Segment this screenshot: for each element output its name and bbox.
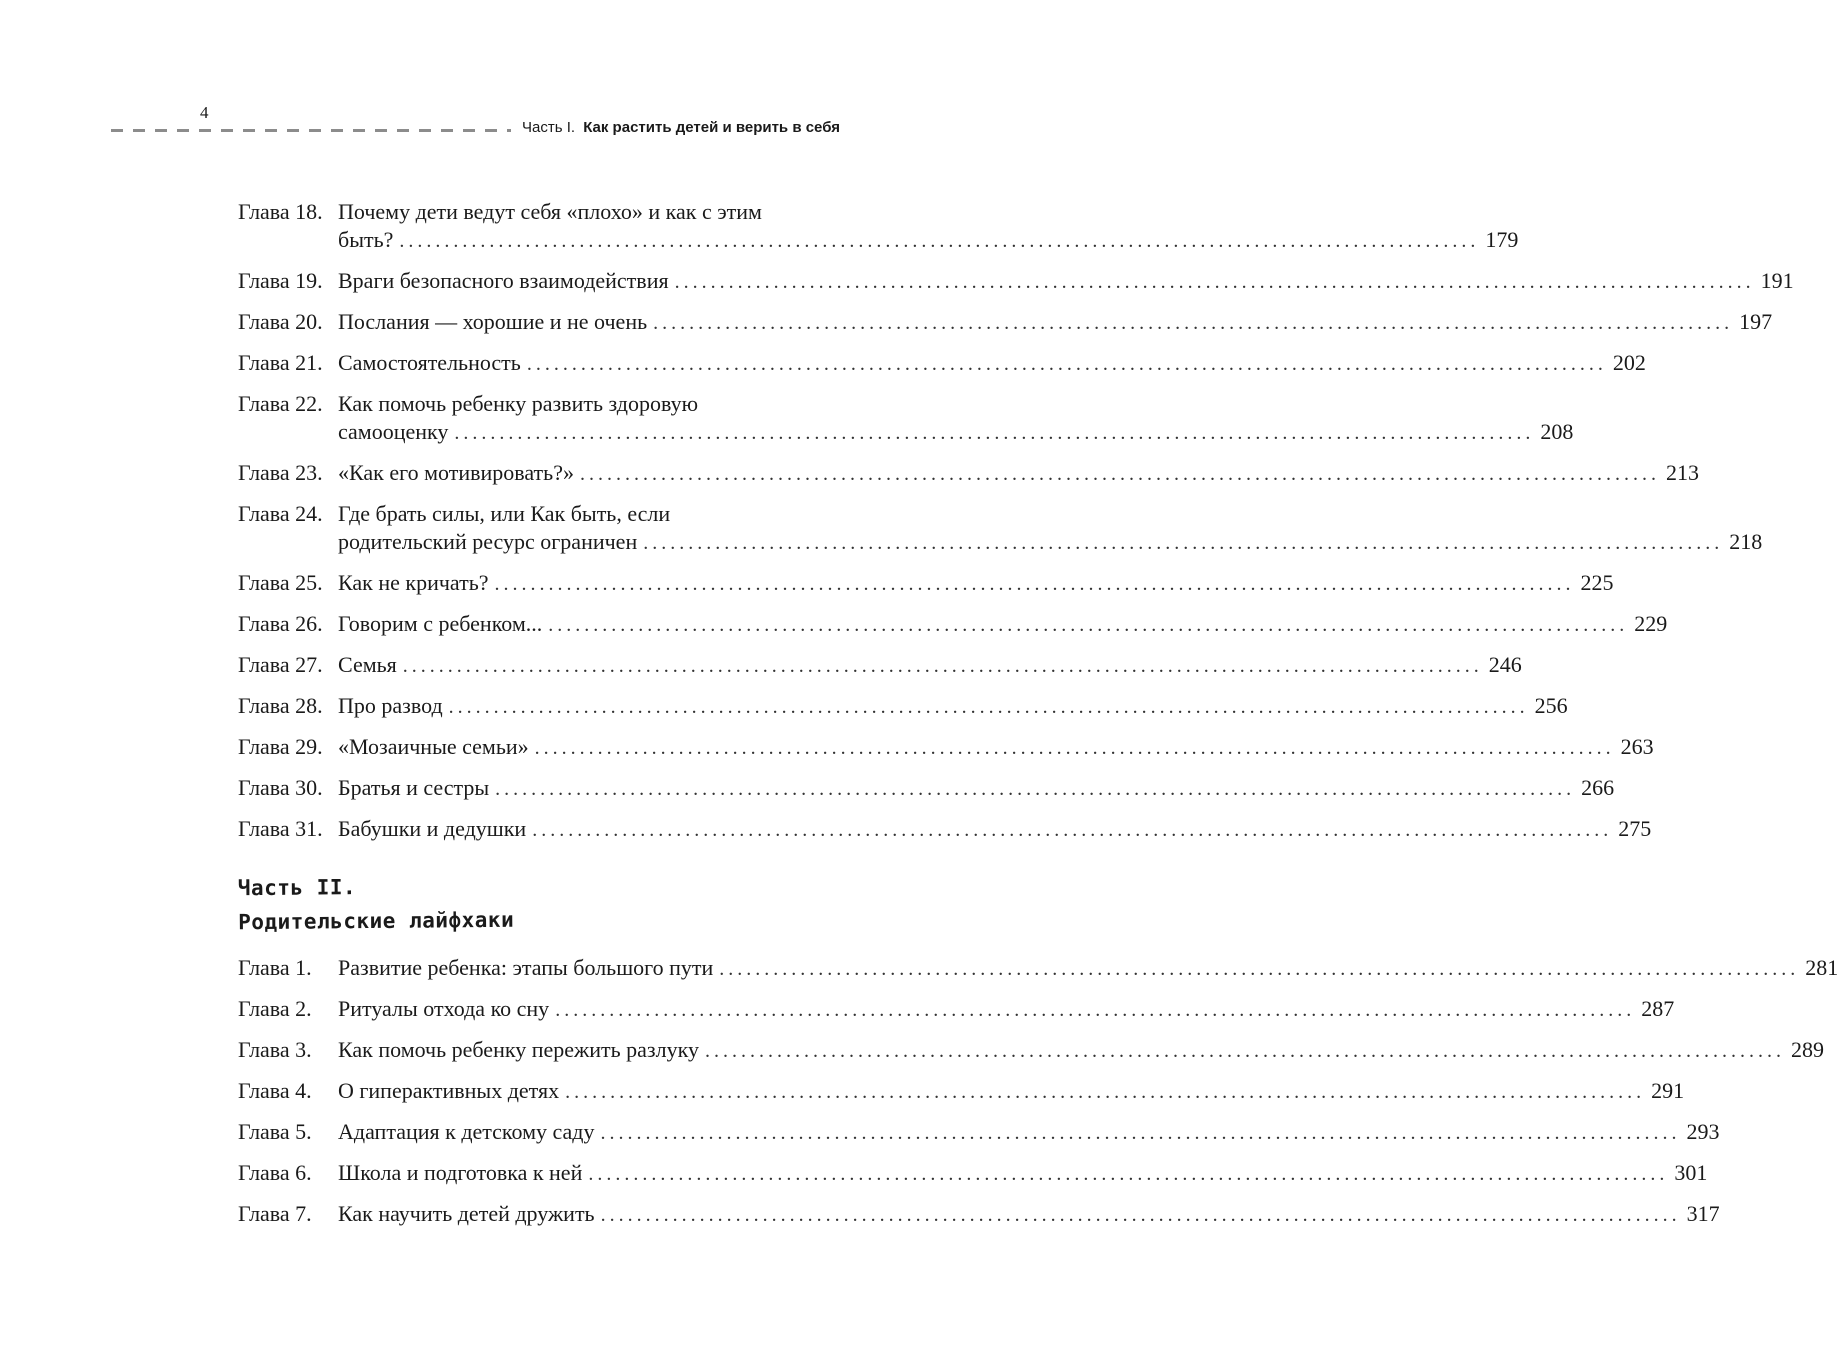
toc-entry-title: Как не кричать? xyxy=(338,570,489,595)
running-head-title: Как растить детей и верить в себя xyxy=(583,119,841,136)
toc-entry-title: Как научить детей дружить xyxy=(338,1201,595,1226)
dot-leader: ........................................................................................................................ xyxy=(565,1081,1646,1103)
toc-entry-title-line xyxy=(338,733,1654,762)
page-number: 4 xyxy=(200,103,209,122)
toc-entry-title-line xyxy=(338,1077,1685,1106)
toc-entry-title-line xyxy=(338,267,1794,296)
dot-leader: ........................................................................................................................ xyxy=(653,312,1734,334)
toc-entry-label: Глава 31. xyxy=(238,816,323,841)
toc-entry-page: 266 xyxy=(1581,775,1615,800)
toc-entry-title: быть? xyxy=(338,227,394,252)
toc-entry-page: 263 xyxy=(1620,734,1654,759)
toc-entry-page: 301 xyxy=(1674,1160,1708,1185)
toc-entry-label: Глава 19. xyxy=(238,268,323,293)
toc-entry-title-line: Как помочь ребенку развить здоровую xyxy=(338,391,699,416)
toc-entry[interactable] xyxy=(238,774,1615,803)
toc-entry-label: Глава 20. xyxy=(238,309,323,334)
dot-leader: ........................................................................................................................ xyxy=(579,463,1660,485)
toc-entry-title-line xyxy=(338,774,1615,803)
toc-entry[interactable] xyxy=(238,500,1763,557)
toc-entry-title-line xyxy=(338,1200,1720,1229)
toc-entry-label: Глава 29. xyxy=(238,734,323,759)
toc-entry-label: Глава 21. xyxy=(238,350,323,375)
toc-entry-label: Глава 30. xyxy=(238,775,323,800)
toc-entry[interactable] xyxy=(238,1200,1720,1229)
toc-entry-title: Ритуалы отхода ко сну xyxy=(338,996,550,1021)
toc-entry[interactable] xyxy=(238,995,1675,1024)
toc-entry-page: 225 xyxy=(1580,570,1614,595)
toc-entry[interactable] xyxy=(238,349,1646,378)
toc-entry-title: Как помочь ребенку пережить разлуку xyxy=(338,1037,699,1062)
toc-entry-body xyxy=(338,1159,1708,1188)
toc-entry-title-line xyxy=(338,308,1773,337)
toc-entry-title: Адаптация к детскому саду xyxy=(338,1119,595,1144)
toc-entry-page: 246 xyxy=(1488,652,1522,677)
toc-entry-title: Послания — хорошие и не очень xyxy=(338,309,648,334)
dot-leader: ........................................................................................................................ xyxy=(494,573,1575,595)
toc-entry-label: Глава 3. xyxy=(238,1037,312,1062)
toc-entry-title: Братья и сестры xyxy=(338,775,490,800)
toc-entry-title-line xyxy=(338,815,1652,844)
toc-entry-body xyxy=(338,500,1763,557)
toc-entry-body xyxy=(338,1118,1720,1147)
toc-entry-label: Глава 24. xyxy=(238,501,323,526)
dot-leader: ........................................................................................................................ xyxy=(555,999,1636,1021)
toc-entry-body xyxy=(338,774,1615,803)
toc-entry[interactable] xyxy=(238,733,1654,762)
toc-entry-title-line xyxy=(338,954,1838,983)
toc-entry[interactable] xyxy=(238,390,1574,447)
toc-entry-label: Глава 5. xyxy=(238,1119,312,1144)
part2-heading-line1: Часть II. xyxy=(237,875,357,901)
toc-entry[interactable] xyxy=(238,198,1519,255)
toc-entry-page: 213 xyxy=(1665,460,1699,485)
toc-entry-title-line xyxy=(338,1118,1720,1147)
dot-leader: ........................................................................................................................ xyxy=(495,778,1576,800)
toc-entry-label: Глава 28. xyxy=(238,693,323,718)
toc-entry-body xyxy=(338,390,1574,447)
toc-entry-page: 289 xyxy=(1790,1037,1824,1062)
toc-entry-title-line xyxy=(338,995,1675,1024)
dot-leader: ........................................................................................................................ xyxy=(526,353,1607,375)
toc-entry-title: самооценку xyxy=(338,419,449,444)
dot-leader: ........................................................................................................................ xyxy=(448,696,1529,718)
toc-entry-title: Семья xyxy=(338,652,397,677)
running-head xyxy=(522,119,840,136)
toc-entry-body xyxy=(338,692,1568,721)
toc-entry-body xyxy=(338,1036,1824,1065)
dot-leader: ........................................................................................................................ xyxy=(402,655,1483,677)
toc-entry-title: родительский ресурс ограничен xyxy=(338,529,638,554)
toc-entry-title: Говорим с ребенком... xyxy=(338,611,543,636)
toc-entry-body xyxy=(338,954,1838,983)
toc-entry[interactable] xyxy=(238,1159,1708,1188)
toc-entry[interactable] xyxy=(238,569,1614,598)
toc-entry-body xyxy=(338,569,1614,598)
toc-entry[interactable] xyxy=(238,815,1652,844)
toc-entry-label: Глава 4. xyxy=(238,1078,312,1103)
toc-entry-page: 208 xyxy=(1540,419,1574,444)
toc-entry-page: 218 xyxy=(1729,529,1763,554)
toc-entry-title-line xyxy=(338,1159,1708,1188)
running-head-part: Часть I. xyxy=(522,119,576,136)
dot-leader: ........................................................................................................................ xyxy=(719,958,1800,980)
toc-entry-page: 191 xyxy=(1760,268,1794,293)
dashed-rule xyxy=(111,129,511,132)
toc-entry-body xyxy=(338,308,1773,337)
toc-entry-title: О гиперактивных детях xyxy=(338,1078,560,1103)
toc-entry-page: 202 xyxy=(1612,350,1646,375)
toc-entry-body xyxy=(338,459,1699,488)
toc-entry-label: Глава 26. xyxy=(238,611,323,636)
toc-entry-body xyxy=(338,198,1519,255)
toc-entry-title: «Как его мотивировать?» xyxy=(338,460,574,485)
toc-entry-page: 293 xyxy=(1686,1119,1720,1144)
toc-entry-body xyxy=(338,1077,1685,1106)
toc-entry[interactable] xyxy=(238,1036,1824,1065)
toc-entry-body xyxy=(338,610,1668,639)
toc-entry-page: 317 xyxy=(1686,1201,1720,1226)
toc-entry-body xyxy=(338,1200,1720,1229)
toc-entry-label: Глава 7. xyxy=(238,1201,312,1226)
toc-entry-body xyxy=(338,349,1646,378)
toc-entry-label: Глава 25. xyxy=(238,570,323,595)
toc-entry[interactable] xyxy=(238,267,1794,296)
toc-entry-title-line xyxy=(338,610,1668,639)
dot-leader: ........................................................................................................................ xyxy=(600,1204,1681,1226)
toc-entry-title: Самостоятельность xyxy=(338,350,521,375)
toc-entry-page: 179 xyxy=(1485,227,1519,252)
toc-entry-page: 229 xyxy=(1634,611,1668,636)
toc-entry-body xyxy=(338,995,1675,1024)
part2-heading xyxy=(238,869,515,939)
toc-entry-body xyxy=(338,267,1794,296)
toc-entry-title-line xyxy=(338,569,1614,598)
toc-entry[interactable] xyxy=(238,1118,1720,1147)
toc-entry[interactable] xyxy=(238,1077,1685,1106)
toc-entry-page: 281 xyxy=(1805,955,1838,980)
toc-entry[interactable] xyxy=(238,954,1838,983)
toc-entry-title: Развитие ребенка: этапы большого пути xyxy=(338,955,714,980)
toc-entry-title-line xyxy=(338,226,1519,255)
toc-entry-title: «Мозаичные семьи» xyxy=(338,734,529,759)
dot-leader: ........................................................................................................................ xyxy=(588,1163,1669,1185)
toc-entry-title: Школа и подготовка к ней xyxy=(338,1160,583,1185)
dot-leader: ........................................................................................................................ xyxy=(674,271,1755,293)
toc-entry-title-line: Где брать силы, или Как быть, если xyxy=(338,501,671,526)
toc-entry-title-line xyxy=(338,459,1699,488)
toc-entry-title-line: Почему дети ведут себя «плохо» и как с этим xyxy=(338,199,762,224)
toc-entry-body xyxy=(338,651,1522,680)
toc-entry-label: Глава 1. xyxy=(238,955,312,980)
toc-entry-body xyxy=(338,815,1652,844)
toc-entry-title: Враги безопасного взаимодействия xyxy=(338,268,669,293)
toc-entry[interactable] xyxy=(238,610,1668,639)
toc-entry-label: Глава 6. xyxy=(238,1160,312,1185)
toc-entry-page: 256 xyxy=(1534,693,1568,718)
toc-entry-page: 287 xyxy=(1641,996,1675,1021)
part2-heading-line2: Родительские лайфхаки xyxy=(238,907,515,935)
toc-entry-title-line xyxy=(338,528,1763,557)
toc-entry-label: Глава 2. xyxy=(238,996,312,1021)
dot-leader: ........................................................................................................................ xyxy=(534,737,1615,759)
toc-entry-title-line xyxy=(338,651,1522,680)
dot-leader: ........................................................................................................................ xyxy=(532,819,1613,841)
toc-entry-label: Глава 23. xyxy=(238,460,323,485)
toc-entry-body xyxy=(338,733,1654,762)
toc-entry-page: 275 xyxy=(1618,816,1652,841)
toc-entry-page: 197 xyxy=(1739,309,1773,334)
toc-entry-title-line xyxy=(338,692,1568,721)
toc-entry-label: Глава 22. xyxy=(238,391,323,416)
toc-part1 xyxy=(238,198,1794,856)
toc-entry[interactable] xyxy=(238,459,1699,488)
toc-entry-label: Глава 27. xyxy=(238,652,323,677)
toc-entry-page: 291 xyxy=(1651,1078,1685,1103)
dot-leader: ........................................................................................................................ xyxy=(643,532,1724,554)
toc-entry[interactable] xyxy=(238,308,1773,337)
dot-leader: ........................................................................................................................ xyxy=(399,230,1480,252)
toc-entry-label: Глава 18. xyxy=(238,199,323,224)
dot-leader: ........................................................................................................................ xyxy=(600,1122,1681,1144)
toc-entry[interactable] xyxy=(238,651,1522,680)
toc-entry-title-line xyxy=(338,1036,1824,1065)
dot-leader: ........................................................................................................................ xyxy=(548,614,1629,636)
toc-entry-title-line xyxy=(338,349,1646,378)
toc-entry-title-line xyxy=(338,418,1574,447)
toc-part2 xyxy=(238,954,1838,1241)
toc-entry-title: Про развод xyxy=(338,693,443,718)
toc-entry[interactable] xyxy=(238,692,1568,721)
dot-leader: ........................................................................................................................ xyxy=(704,1040,1785,1062)
toc-entry-title: Бабушки и дедушки xyxy=(338,816,527,841)
dot-leader: ........................................................................................................................ xyxy=(454,422,1535,444)
